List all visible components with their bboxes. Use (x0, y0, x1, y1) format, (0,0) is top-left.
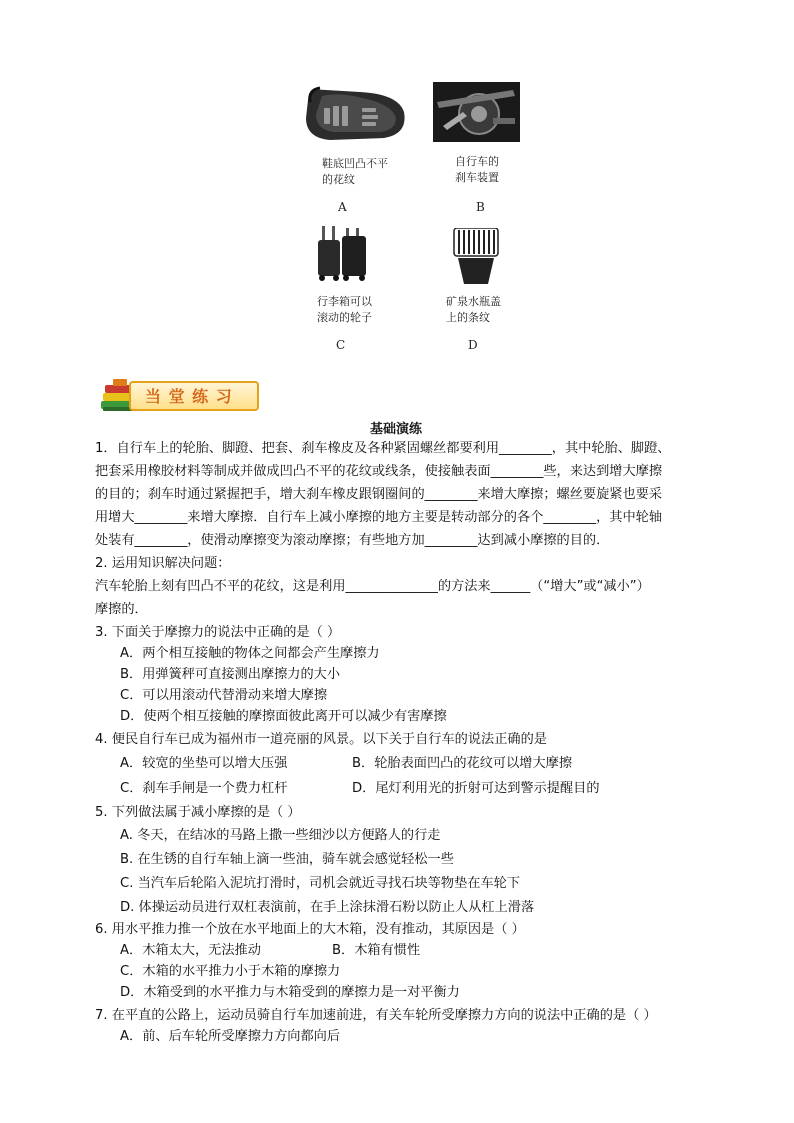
figure-c (312, 226, 370, 282)
q2-line-1: 汽车轮胎上刻有凹凸不平的花纹，这是利用______________的方法来______（“增大”或“减小”） (95, 579, 650, 594)
q4-option-d: D．尾灯利用光的折射可达到警示提醒目的 (352, 781, 600, 796)
figure-a (300, 82, 412, 144)
q3-option-a: A．两个相互接触的物体之间都会产生摩擦力 (120, 646, 380, 661)
q7-option-a: A．前、后车轮所受摩擦力方向都向后 (120, 1029, 341, 1044)
q6-option-a: A．木箱太大，无法推动 (120, 943, 261, 958)
q6-option-d: D．木箱受到的水平推力与木箱受到的摩擦力是一对平衡力 (120, 985, 460, 1000)
figure-b-caption: 自行车的 刹车装置 (455, 155, 499, 184)
q5-option-d: D. 体操运动员进行双杠表演前，在手上涂抹滑石粉以防止人从杠上滑落 (120, 900, 535, 915)
q4-stem: 4. 便民自行车已成为福州市一道亮丽的风景。以下关于自行车的说法正确的是 (95, 732, 547, 747)
q6-stem: 6. 用水平推力推一个放在水平地面上的大木箱，没有推动，其原因是（ ） (95, 922, 525, 937)
q4-option-b: B．轮胎表面凹凸的花纹可以增大摩擦 (352, 756, 573, 771)
q5-stem: 5. 下列做法属于减小摩擦的是（ ） (95, 805, 301, 820)
q2-line-2: 摩擦的． (95, 602, 148, 617)
bottle-cap-image (450, 228, 502, 284)
figure-d-caption: 矿泉水瓶盖 上的条纹 (446, 295, 501, 324)
figure-b (433, 82, 520, 142)
figure-a-caption: 鞋底凹凸不平 的花纹 (322, 157, 388, 186)
q1-line-4: 用增大________来增大摩擦．自行车上减小摩擦的地方主要是转动部分的各个________，其中轮轴 (95, 510, 663, 525)
practice-banner (99, 377, 259, 411)
q2-stem: 2. 运用知识解决问题： (95, 556, 231, 571)
q3-option-b: B．用弹簧秤可直接测出摩擦力的大小 (120, 667, 341, 682)
q3-option-c: C．可以用滚动代替滑动来增大摩擦 (120, 688, 328, 703)
banner-text: 当 堂 练 习 (145, 387, 233, 406)
luggage-image (312, 226, 370, 282)
q5-option-b: B. 在生锈的自行车轴上滴一些油，骑车就会感觉轻松一些 (120, 852, 454, 867)
q3-stem: 3. 下面关于摩擦力的说法中正确的是（ ） (95, 625, 341, 640)
q6-option-c: C．木箱的水平推力小于木箱的摩擦力 (120, 964, 341, 979)
q5-option-a: A. 冬天，在结冰的马路上撒一些细沙以方便路人的行走 (120, 828, 441, 843)
q4-option-c: C．刹车手闸是一个费力杠杆 (120, 781, 288, 796)
q7-stem: 7. 在平直的公路上，运动员骑自行车加速前进，有关车轮所受摩擦力方向的说法中正确的是（ ） (95, 1008, 657, 1023)
q1-line-2: 把套采用橡胶材料等制成并做成凹凸不平的花纹或线条，使接触表面________些，来达到增大摩擦 (95, 464, 663, 479)
figure-d (450, 228, 502, 284)
q1-line-5: 处装有________，使滑动摩擦变为滚动摩擦；有些地方加________达到减小摩擦的目的． (95, 533, 610, 548)
q5-option-c: C. 当汽车后轮陷入泥坑打滑时，司机会就近寻找石块等物垫在车轮下 (120, 876, 521, 891)
figure-a-letter: A (338, 200, 347, 214)
bicycle-brake-image (433, 82, 520, 142)
q6-option-b: B．木箱有惯性 (332, 943, 421, 958)
q3-option-d: D．使两个相互接触的摩擦面彼此离开可以减少有害摩擦 (120, 709, 447, 724)
figure-d-letter: D (468, 338, 478, 352)
q4-option-a: A．较宽的坐垫可以增大压强 (120, 756, 288, 771)
q1-line-3: 的目的；刹车时通过紧握把手，增大刹车橡皮跟钢圈间的________来增大摩擦；螺丝要旋紧也要采 (95, 487, 663, 502)
figure-c-letter: C (336, 338, 346, 352)
figure-b-letter: B (476, 200, 485, 214)
shoe-sole-image (300, 82, 412, 144)
q1-line-1: 1．自行车上的轮胎、脚蹬、把套、刹车橡皮及各种紧固螺丝都要利用________，其中轮胎、脚蹬、 (95, 441, 671, 456)
section-title: 基础演练 (370, 422, 423, 437)
figure-c-caption: 行李箱可以 滚动的轮子 (317, 295, 372, 324)
